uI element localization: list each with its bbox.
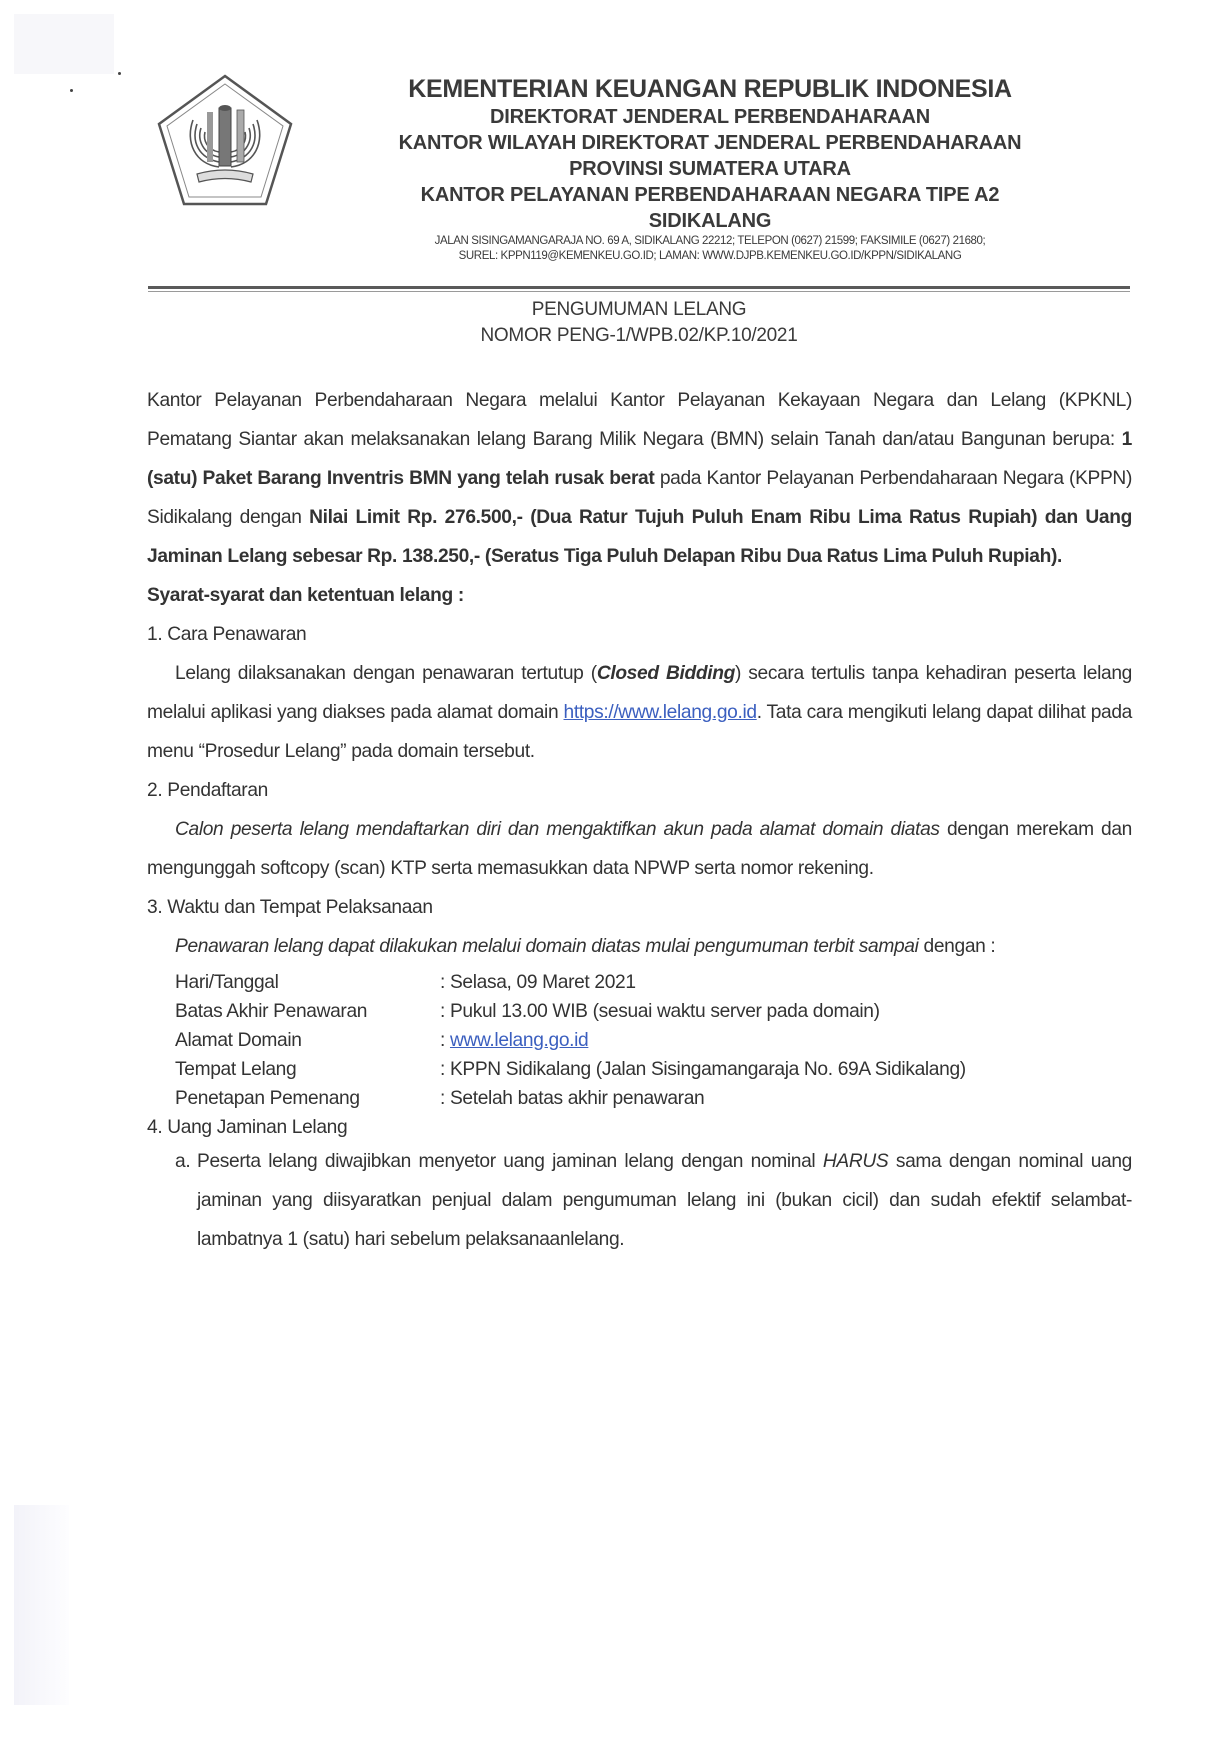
schedule-value: : KPPN Sidikalang (Jalan Sisingamangaraja No. 69A Sidikalang) xyxy=(440,1059,966,1080)
section-2-title: 2. Pendaftaran xyxy=(147,780,268,801)
schedule-label: Tempat Lelang xyxy=(175,1059,297,1080)
letterhead xyxy=(330,74,1090,264)
kemenkeu-emblem-icon xyxy=(155,72,295,212)
s1-text-2: ) secara tertulis tanpa kehadiran peserta lelang melalui aplikasi yang diakses pada alamat domain xyxy=(147,663,1132,723)
s3-text: dengan : xyxy=(918,936,996,957)
list-marker: a. xyxy=(175,1151,191,1172)
section-1-text xyxy=(147,654,1132,771)
limit-and-deposit-values: Nilai Limit Rp. 276.500,- (Dua Ratur Tujuh Puluh Enam Ribu Lima Ratus Rupiah) dan Uang Jaminan Lelang sebesar Rp. 138.250,- (Seratus Tiga Puluh Delapan Ribu Dua Ratus Lima Puluh Rupiah). xyxy=(147,507,1132,567)
document-body xyxy=(147,381,1132,1259)
section-4-item-a-text xyxy=(197,1142,1132,1259)
schedule-table xyxy=(175,968,1132,1113)
section-2-text xyxy=(147,810,1132,888)
intro-paragraph xyxy=(147,381,1132,576)
s4-text: Peserta lelang diwajibkan menyetor uang jaminan lelang dengan nominal xyxy=(197,1151,823,1172)
section-4-title: 4. Uang Jaminan Lelang xyxy=(147,1117,348,1138)
schedule-value: : Setelah batas akhir penawaran xyxy=(440,1088,705,1109)
domain-link[interactable]: www.lelang.go.id xyxy=(449,1030,589,1051)
schedule-label: Batas Akhir Penawaran xyxy=(175,1001,368,1022)
schedule-value xyxy=(440,1026,1132,1055)
s2-italic-text: Calon peserta lelang mendaftarkan diri dan mengaktifkan akun pada alamat domain diatas xyxy=(175,819,940,840)
section-3-title: 3. Waktu dan Tempat Pelaksanaan xyxy=(147,897,433,918)
intro-text: Kantor Pelayanan Perbendaharaan Negara melalui Kantor Pelayanan Kekayaan Negara dan Lelang (KPKNL) Pematang Siantar akan melaksanakan lelang Barang Milik Negara (BMN) selain Tanah dan/atau Bangunan berupa: xyxy=(147,390,1132,450)
announcement-heading: PENGUMUMAN LELANG xyxy=(531,299,747,320)
s2-text: dengan merekam dan mengunggah softcopy (scan) KTP serta memasukkan data NPWP serta nomor rekening. xyxy=(147,819,1132,879)
schedule-value: : Pukul 13.00 WIB (sesuai waktu server pada domain) xyxy=(440,1001,880,1022)
directorate-name: DIREKTORAT JENDERAL PERBENDAHARAAN xyxy=(490,106,930,128)
section-1-title: 1. Cara Penawaran xyxy=(147,624,307,645)
office-name: KANTOR PELAYANAN PERBENDAHARAAN NEGARA TIPE A2 xyxy=(420,184,1000,206)
ministry-name: KEMENTERIAN KEUANGAN REPUBLIK INDONESIA xyxy=(408,75,1012,103)
scan-dot xyxy=(118,72,121,75)
section-4-item-a xyxy=(175,1142,1132,1259)
closed-bidding-term: Closed Bidding xyxy=(596,663,735,684)
schedule-label: Penetapan Pemenang xyxy=(175,1088,360,1109)
s3-italic-text: Penawaran lelang dapat dilakukan melalui domain diatas mulai pengumuman terbit sampai xyxy=(175,936,919,957)
province-name: PROVINSI SUMATERA UTARA xyxy=(569,158,851,180)
item-description: 1 (satu) Paket Barang Inventris BMN yang telah rusak berat xyxy=(147,429,1132,489)
scan-artifact xyxy=(14,14,114,74)
scan-dot xyxy=(70,89,73,92)
s1-text: Lelang dilaksanakan dengan penawaran tertutup ( xyxy=(175,663,597,684)
announcement-number: NOMOR PENG-1/WPB.02/KP.10/2021 xyxy=(480,325,798,346)
s1-text-3: . Tata cara mengikuti lelang dapat dilihat pada menu “Prosedur Lelang” pada domain tersebut. xyxy=(147,702,1132,762)
schedule-label: Hari/Tanggal xyxy=(175,972,279,993)
address-line: JALAN SISINGAMANGARAJA NO. 69 A, SIDIKALANG 22212; TELEPON (0627) 21599; FAKSIMILE (0627) 21680; xyxy=(434,235,986,247)
s4-text-2: sama dengan nominal uang jaminan yang diisyaratkan penjual dalam pengumuman lelang ini (bukan cicil) dan sudah efektif selambat-lambatnya 1 (satu) hari sebelum pelaksanaanlelang. xyxy=(197,1151,1132,1250)
schedule-label: Alamat Domain xyxy=(175,1030,302,1051)
letterhead-divider-thin xyxy=(148,291,1130,292)
contact-line: SUREL: KPPN119@KEMENKEU.GO.ID; LAMAN: WWW.DJPB.KEMENKEU.GO.ID/KPPN/SIDIKALANG xyxy=(458,250,962,262)
s4-emphasis: HARUS xyxy=(822,1151,889,1172)
section-3-text xyxy=(147,927,1132,966)
scan-artifact xyxy=(14,1505,69,1705)
city-name: SIDIKALANG xyxy=(648,210,772,232)
regional-office-name: KANTOR WILAYAH DIREKTORAT JENDERAL PERBENDAHARAAN xyxy=(398,132,1022,154)
lelang-website-link[interactable]: https://www.lelang.go.id xyxy=(563,702,757,723)
schedule-value: : Selasa, 09 Maret 2021 xyxy=(440,972,636,993)
intro-text-2: pada Kantor Pelayanan Perbendaharaan Negara (KPPN) Sidikalang dengan xyxy=(147,468,1132,528)
announcement-title xyxy=(148,297,1130,349)
letterhead-divider xyxy=(148,286,1130,289)
colon: : xyxy=(440,1030,450,1051)
terms-heading: Syarat-syarat dan ketentuan lelang : xyxy=(147,585,464,606)
